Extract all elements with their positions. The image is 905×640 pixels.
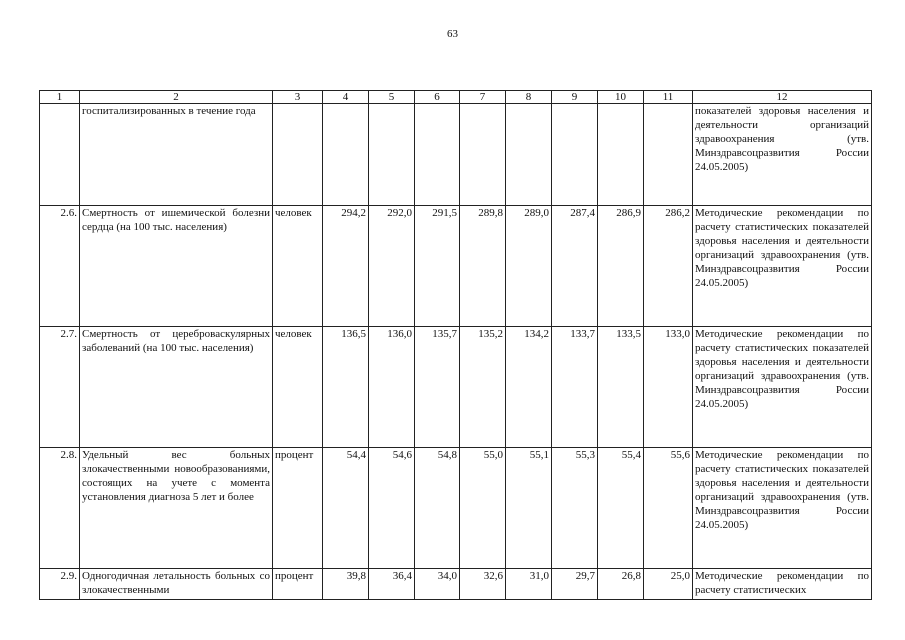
row-number: 2.8. [40, 448, 80, 569]
indicator-name: Смертность от цереброваскулярных заболеваний (на 100 тыс. населения) [80, 327, 273, 448]
value-cell: 134,2 [506, 327, 552, 448]
value-cell: 291,5 [415, 206, 460, 327]
header-cell: 10 [598, 91, 644, 104]
header-cell: 11 [644, 91, 693, 104]
value-cell: 287,4 [552, 206, 598, 327]
value-cell: 133,0 [644, 327, 693, 448]
header-cell: 1 [40, 91, 80, 104]
source-cell: Методические рекомендации по расчету статистических показателей здоровья населения и деятельности организаций здравоохранения (утв. Минздравсоцразвития России 24.05.2005) [693, 448, 872, 569]
header-cell: 3 [273, 91, 323, 104]
value-cell: 55,6 [644, 448, 693, 569]
unit-cell: человек [273, 206, 323, 327]
value-cell: 286,2 [644, 206, 693, 327]
value-cell: 55,0 [460, 448, 506, 569]
value-cell: 36,4 [369, 569, 415, 600]
header-cell: 4 [323, 91, 369, 104]
value-cell: 289,0 [506, 206, 552, 327]
source-cell: Методические рекомендации по расчету статистических показателей здоровья населения и деятельности организаций здравоохранения (утв. Минздравсоцразвития России 24.05.2005) [693, 327, 872, 448]
indicator-name: Удельный вес больных злокачественными новообразованиями, состоящих на учете с момента установления диагноза 5 лет и более [80, 448, 273, 569]
value-cell: 286,9 [598, 206, 644, 327]
table-row [40, 448, 872, 569]
value-cell: 55,1 [506, 448, 552, 569]
value-cell: 25,0 [644, 569, 693, 600]
value-cell [415, 104, 460, 206]
table-row [40, 104, 872, 206]
value-cell: 135,2 [460, 327, 506, 448]
source-cell: Методические рекомендации по расчету статистических показателей здоровья населения и деятельности организаций здравоохранения (утв. Минздравсоцразвития России 24.05.2005) [693, 206, 872, 327]
value-cell: 32,6 [460, 569, 506, 600]
row-number: 2.6. [40, 206, 80, 327]
value-cell: 289,8 [460, 206, 506, 327]
header-cell: 5 [369, 91, 415, 104]
value-cell: 133,7 [552, 327, 598, 448]
value-cell: 34,0 [415, 569, 460, 600]
source-cell: Методические рекомендации по расчету статистических [693, 569, 872, 600]
unit-cell: человек [273, 327, 323, 448]
value-cell [644, 104, 693, 206]
unit-cell: процент [273, 569, 323, 600]
value-cell: 55,4 [598, 448, 644, 569]
value-cell [552, 104, 598, 206]
value-cell: 55,3 [552, 448, 598, 569]
row-number: 2.9. [40, 569, 80, 600]
value-cell: 136,0 [369, 327, 415, 448]
value-cell: 136,5 [323, 327, 369, 448]
indicator-table [39, 90, 872, 600]
indicator-name: Смертность от ишемической болезни сердца (на 100 тыс. населения) [80, 206, 273, 327]
value-cell: 31,0 [506, 569, 552, 600]
unit-cell [273, 104, 323, 206]
value-cell: 54,4 [323, 448, 369, 569]
table-row [40, 327, 872, 448]
value-cell [598, 104, 644, 206]
header-cell: 8 [506, 91, 552, 104]
row-number: 2.7. [40, 327, 80, 448]
value-cell: 39,8 [323, 569, 369, 600]
value-cell: 26,8 [598, 569, 644, 600]
header-row [40, 91, 872, 104]
source-cell: показателей здоровья населения и деятельности организаций здравоохранения (утв. Минздравсоцразвития России 24.05.2005) [693, 104, 872, 206]
header-cell: 6 [415, 91, 460, 104]
header-cell: 7 [460, 91, 506, 104]
value-cell: 292,0 [369, 206, 415, 327]
value-cell: 133,5 [598, 327, 644, 448]
value-cell: 54,6 [369, 448, 415, 569]
indicator-name: госпитализированных в течение года [80, 104, 273, 206]
header-cell: 2 [80, 91, 273, 104]
row-number [40, 104, 80, 206]
unit-cell: процент [273, 448, 323, 569]
value-cell [369, 104, 415, 206]
value-cell [460, 104, 506, 206]
value-cell: 294,2 [323, 206, 369, 327]
header-cell: 12 [693, 91, 872, 104]
value-cell: 135,7 [415, 327, 460, 448]
value-cell [506, 104, 552, 206]
header-cell: 9 [552, 91, 598, 104]
page-number: 63 [447, 28, 458, 40]
value-cell [323, 104, 369, 206]
table-row [40, 569, 872, 600]
value-cell: 29,7 [552, 569, 598, 600]
indicator-name: Одногодичная летальность больных со злокачественными [80, 569, 273, 600]
table-row [40, 206, 872, 327]
value-cell: 54,8 [415, 448, 460, 569]
